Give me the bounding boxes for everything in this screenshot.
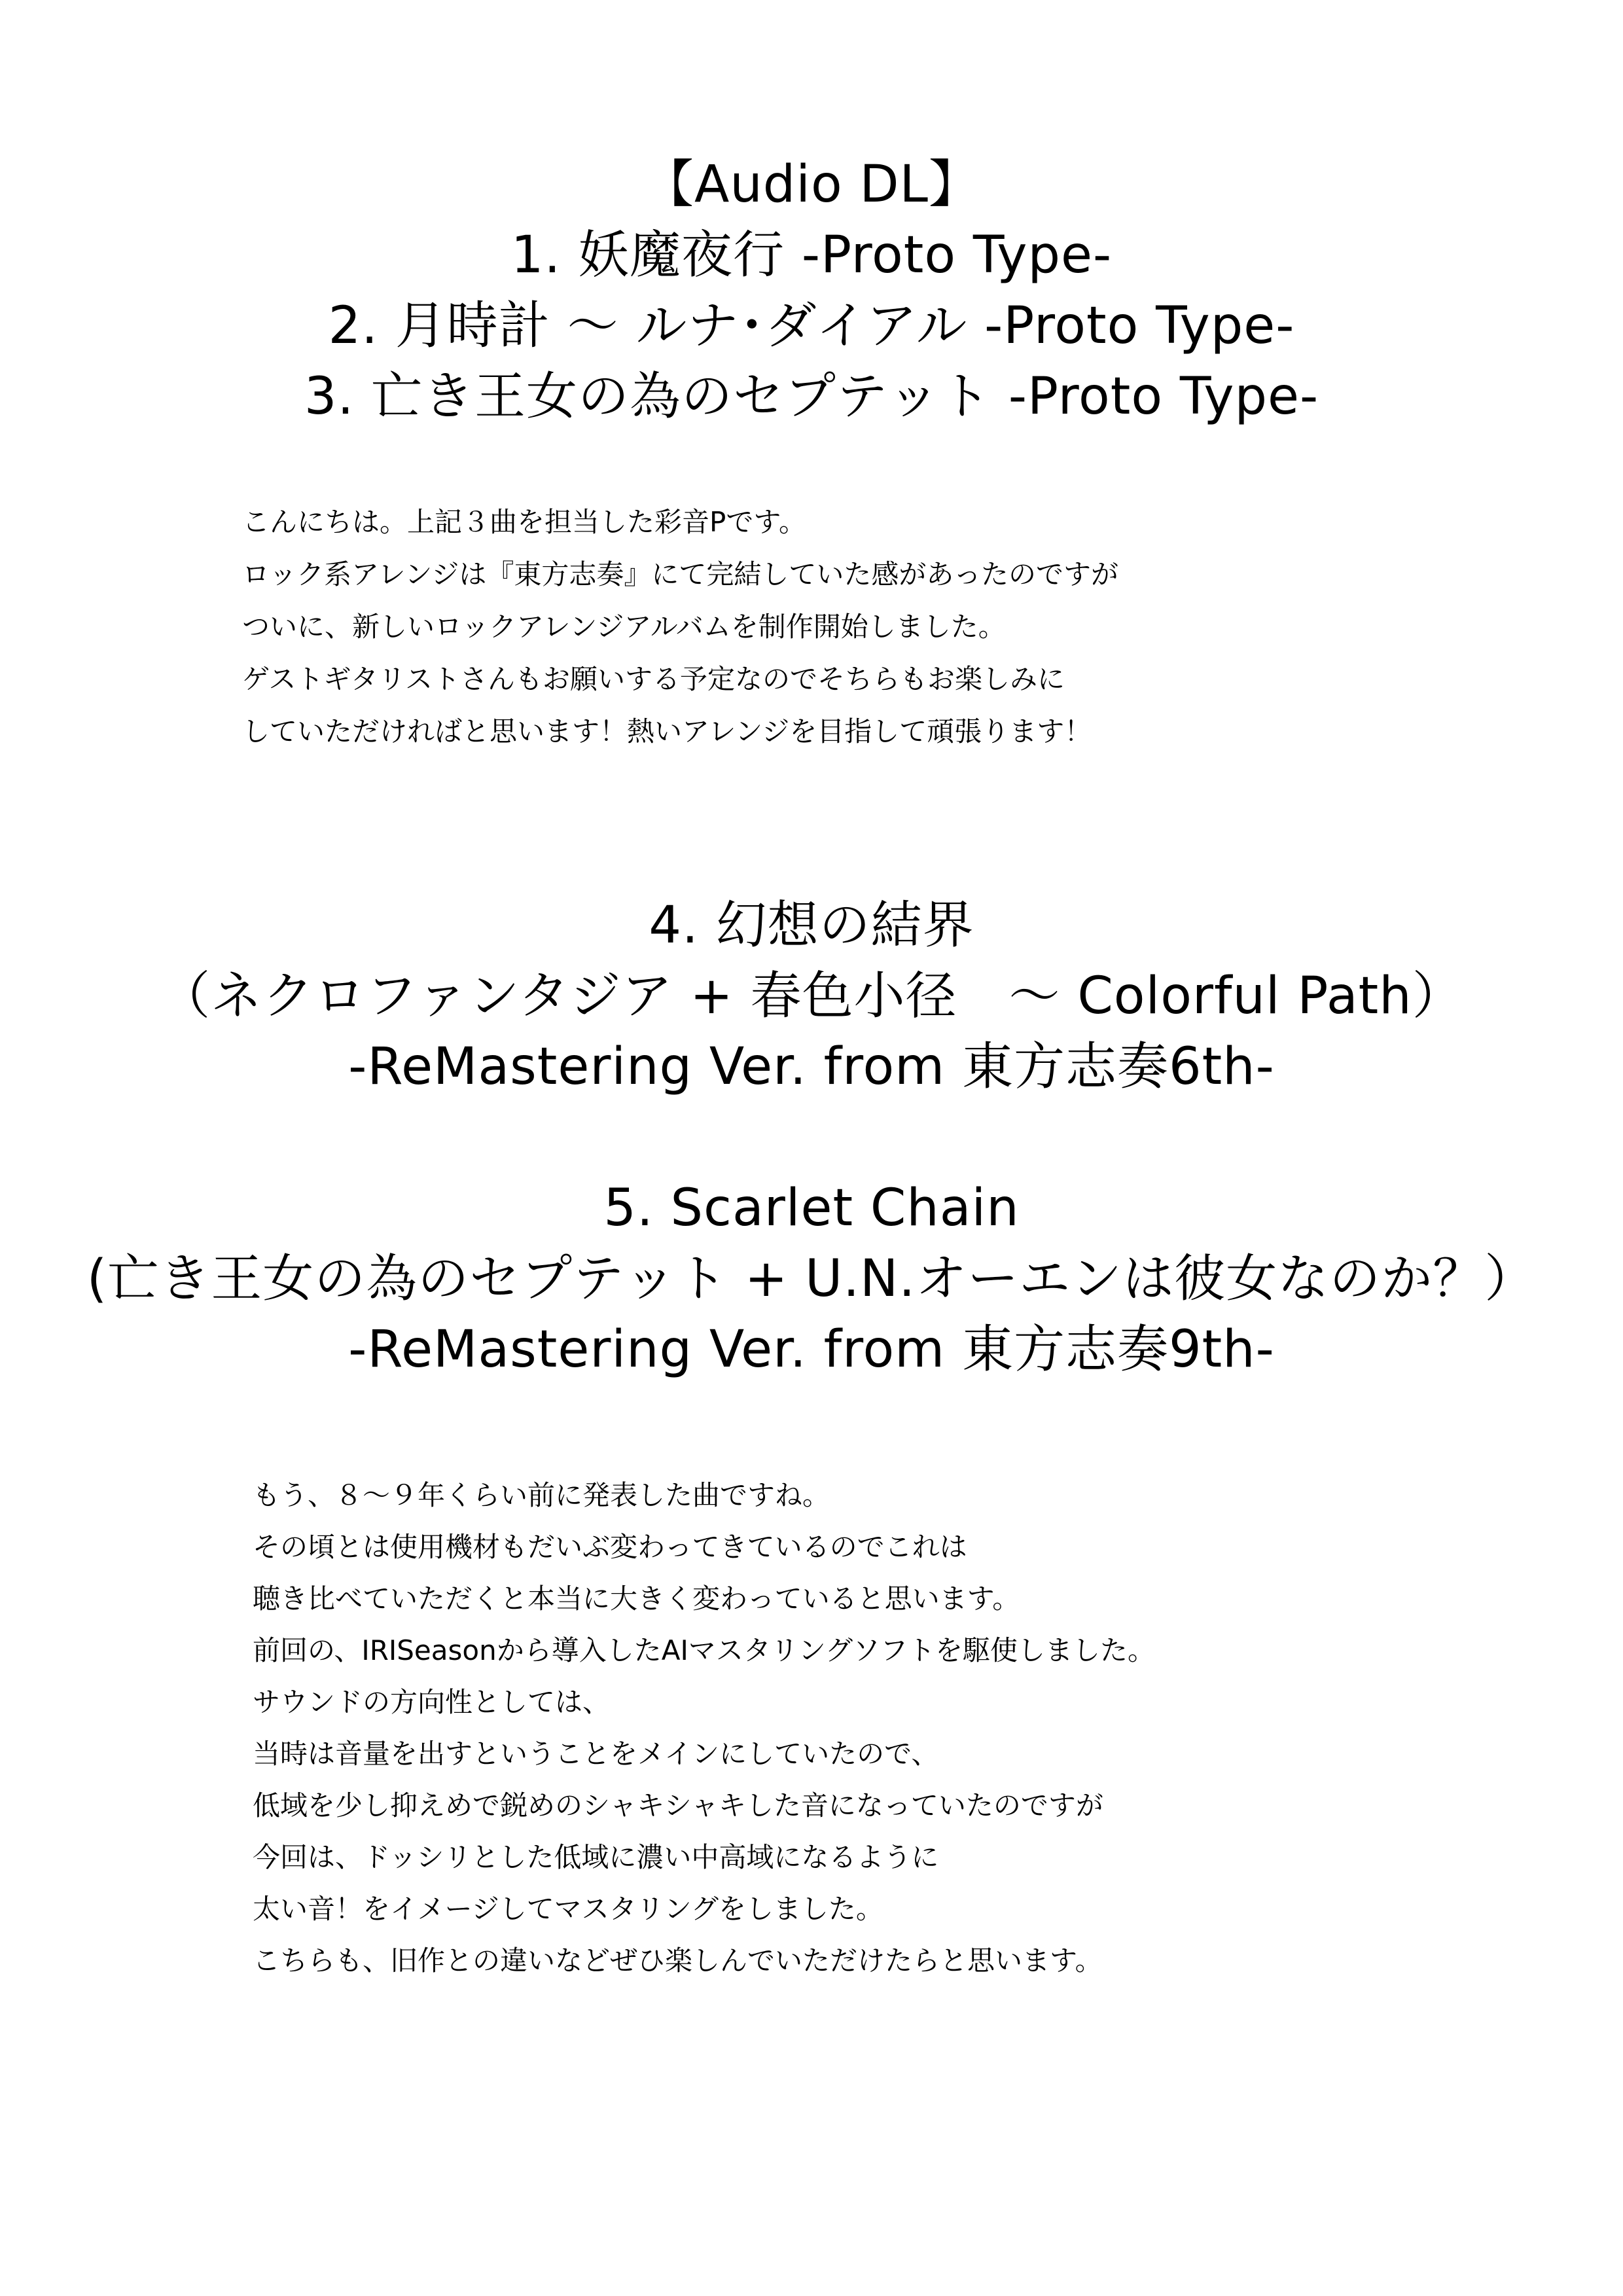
track-title-4: 4. 幻想の結界: [649, 896, 974, 955]
comment-line: 低域を少し抑えめで鋭めのシャキシャキした音になっていたのですが: [253, 1789, 1103, 1821]
comment-line: こんにちは。上記３曲を担当した彩音Pです。: [242, 506, 806, 538]
track-4-source-songs: （ネクロファンタジア + 春色小径 ～ Colorful Path）: [159, 967, 1464, 1026]
track-title-1: 1. 妖魔夜行 -Proto Type-: [510, 226, 1113, 285]
track-title-5: 5. Scarlet Chain: [603, 1179, 1020, 1238]
track-5-version: -ReMastering Ver. from 東方志奏9th-: [348, 1320, 1275, 1379]
comment-line: 太い音！をイメージしてマスタリングをしました。: [253, 1893, 883, 1925]
comment-line: こちらも、旧作との違いなどぜひ楽しんでいただけたらと思います。: [253, 1945, 1103, 1977]
audio-dl-section: [0, 149, 1623, 432]
comment-line: 前回の、IRISeasonから導入したAIマスタリングソフトを駆使しました。: [253, 1634, 1155, 1666]
comment-line: ロック系アレンジは『東方志奏』にて完結していた感があったのですが: [242, 558, 1118, 590]
comment-line: 当時は音量を出すということをメインにしていたので、: [253, 1738, 939, 1770]
audio-dl-heading: 【Audio DL】: [642, 155, 980, 214]
comment-paragraph-2: [253, 1469, 1155, 1986]
comment-line: もう、８～９年くらい前に発表した曲ですね。: [253, 1479, 830, 1511]
track-4-section: [0, 890, 1623, 1102]
track-5-source-songs: (亡き王女の為のセプテット + U.N.オーエンは彼女なのか？）: [86, 1249, 1537, 1308]
comment-line: ついに、新しいロックアレンジアルバムを制作開始しました。: [242, 611, 1006, 643]
comment-line: していただければと思います！熱いアレンジを目指して頑張ります！: [242, 715, 1092, 747]
comment-line: ゲストギタリストさんもお願いする予定なのでそちらもお楽しみに: [242, 663, 1065, 695]
track-title-3: 3. 亡き王女の為のセプテット -Proto Type-: [304, 367, 1319, 426]
comment-line: 聴き比べていただくと本当に大きく変わっていると思います。: [253, 1583, 1020, 1615]
comment-line: その頃とは使用機材もだいぶ変わってきているのでこれは: [253, 1531, 967, 1563]
track-5-section: [0, 1173, 1623, 1385]
track-4-version: -ReMastering Ver. from 東方志奏6th-: [348, 1037, 1275, 1096]
comment-paragraph-1: [242, 496, 1118, 758]
track-title-2: 2. 月時計 ～ ルナ･ダイアル -Proto Type-: [328, 296, 1295, 355]
comment-line: 今回は、ドッシリとした低域に濃い中高域になるように: [253, 1841, 939, 1873]
comment-line: サウンドの方向性としては、: [253, 1686, 611, 1718]
